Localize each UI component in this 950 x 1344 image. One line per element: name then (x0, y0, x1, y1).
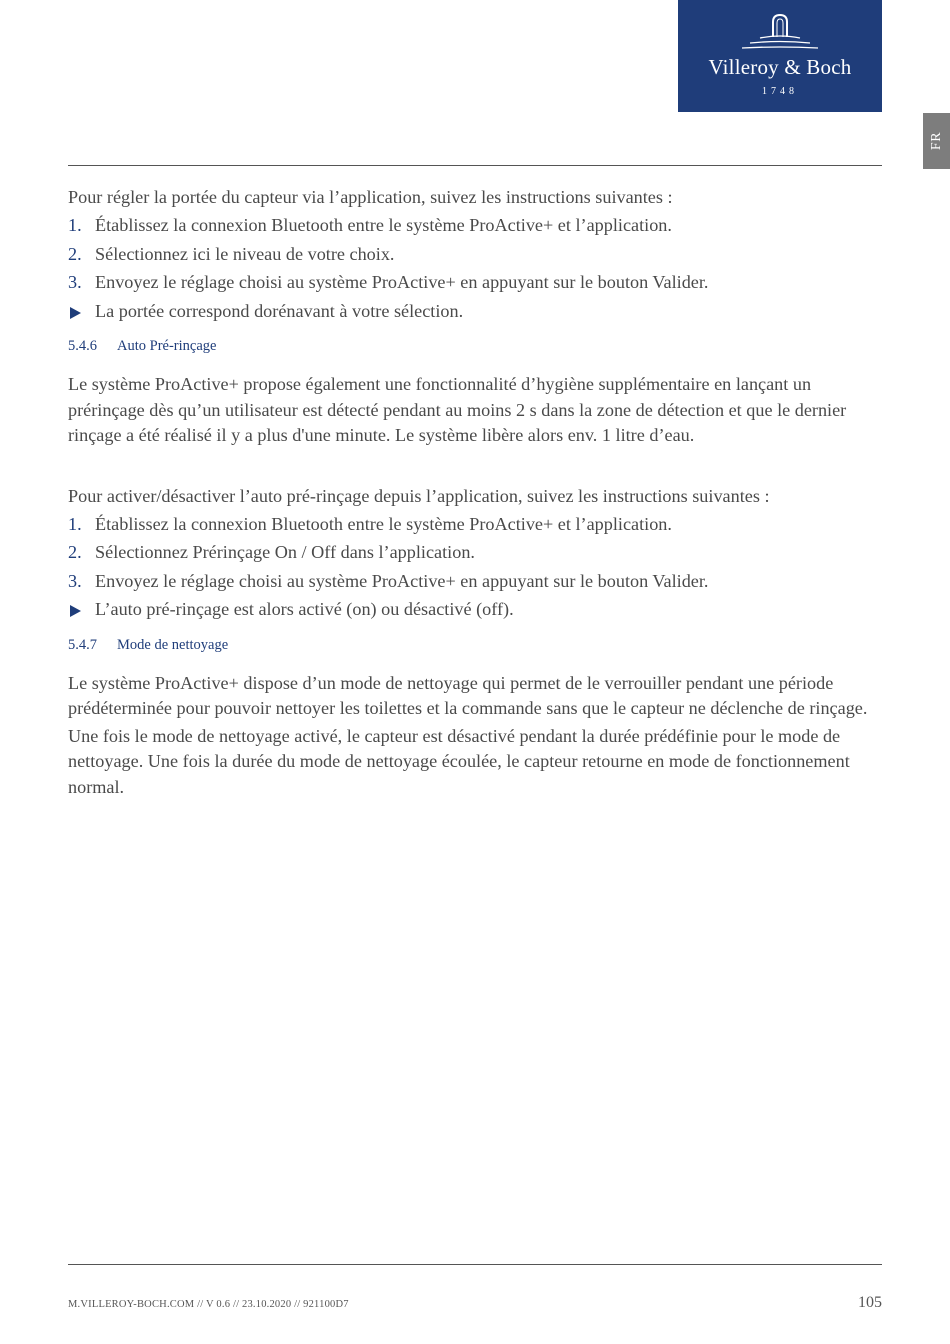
section546-intro: Pour activer/désactiver l’auto pré-rinçage depuis l’application, suivez les instructions suivantes : (68, 485, 770, 506)
step-number: 2. (68, 243, 82, 264)
list-item (68, 510, 884, 539)
list-item (68, 211, 884, 240)
step-number: 3. (68, 272, 82, 292)
section-number: 5.4.6 (68, 338, 97, 354)
step-text: Sélectionnez ici le niveau de votre choix. (95, 243, 395, 264)
step-number: 3. (68, 570, 82, 591)
section546-steps (68, 510, 884, 624)
header-divider (68, 165, 882, 166)
result-arrow-icon (70, 605, 81, 617)
list-item (68, 567, 884, 596)
list-item (68, 538, 884, 567)
step-number: 1. (68, 215, 82, 235)
result-text: L’auto pré-rinçage est alors activé (on) ou désactivé (off). (95, 599, 514, 619)
section546-paragraph: Le système ProActive+ propose également une fonctionnalité d’hygiène supplémentaire en lançant un prérinçage dès qu’un utilisateur est détecté pendant au moins 2 s dans la zone de détection et que le dernier rinçage a été réalisé il y a plus d'une minute. Le système libère alors env. 1 litre d’eau. (68, 374, 847, 445)
step-number: 1. (68, 513, 82, 534)
section547-paragraph-2: Une fois le mode de nettoyage activé, le capteur est désactivé pendant la durée prédéfinie pour le mode de nettoyage. Une fois la durée du mode de nettoyage écoulée, le capteur retourne en mode de fonctionnement normal. (68, 725, 850, 797)
step-text: Établissez la connexion Bluetooth entre le système ProActive+ et l’application. (95, 215, 672, 235)
section1-steps (68, 211, 884, 325)
step-text: Établissez la connexion Bluetooth entre le système ProActive+ et l’application. (95, 513, 672, 534)
fountain-icon (678, 0, 882, 60)
section-number: 5.4.7 (68, 636, 97, 653)
step-text: Envoyez le réglage choisi au système ProActive+ en appuyant sur le bouton Valider. (95, 272, 709, 292)
section547-paragraph-1: Le système ProActive+ dispose d’un mode de nettoyage qui permet de le verrouiller pendant une période prédéterminée pour pouvoir nettoyer les toilettes et la commande sans que le capteur ne déclenche de rinçage. (68, 672, 868, 718)
page-number: 105 (858, 1294, 882, 1311)
footer-info: M.VILLEROY-BOCH.COM // V 0.6 // 23.10.2020 // 921100D7 (68, 1299, 349, 1310)
step-text: Envoyez le réglage choisi au système ProActive+ en appuyant sur le bouton Valider. (95, 570, 709, 591)
result-text: La portée correspond dorénavant à votre sélection. (95, 300, 464, 321)
main-content (68, 183, 884, 800)
section-heading-547 (68, 635, 884, 655)
section-title: Mode de nettoyage (117, 636, 229, 653)
section1-intro: Pour régler la portée du capteur via l’application, suivez les instructions suivantes : (68, 187, 673, 207)
result-item (68, 595, 884, 624)
brand-name: Villeroy & Boch (708, 55, 852, 79)
language-label: FR (928, 131, 944, 151)
list-item (68, 240, 884, 269)
language-tab[interactable] (923, 113, 950, 169)
section-title: Auto Pré-rinçage (117, 338, 217, 354)
brand-year: 1748 (762, 86, 798, 97)
section-heading-546 (68, 336, 884, 356)
footer-divider (68, 1264, 882, 1265)
list-item (68, 268, 884, 297)
result-arrow-icon (70, 307, 81, 319)
brand-logo (678, 0, 882, 112)
step-number: 2. (68, 542, 82, 562)
result-item (68, 297, 884, 326)
step-text: Sélectionnez Prérinçage On / Off dans l’application. (95, 542, 475, 562)
